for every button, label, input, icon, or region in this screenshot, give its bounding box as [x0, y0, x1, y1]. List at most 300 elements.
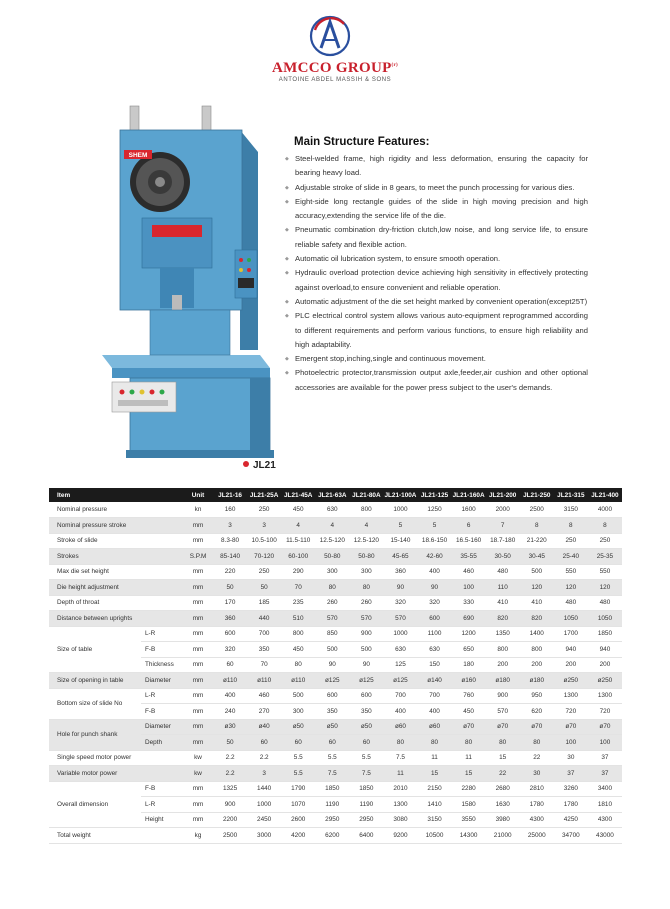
bullet-dot-icon	[243, 461, 249, 467]
table-cell: ø40	[247, 719, 281, 735]
table-cell: 100	[554, 735, 588, 751]
table-cell: 720	[554, 704, 588, 720]
table-cell: 37	[588, 750, 622, 766]
table-row	[49, 673, 622, 689]
table-cell: 1850	[315, 781, 349, 797]
table-cell: 1070	[281, 797, 315, 813]
table-cell: 80	[417, 735, 451, 751]
table-cell: 1780	[554, 797, 588, 813]
table-cell: 1000	[247, 797, 281, 813]
table-cell: 25000	[520, 828, 554, 844]
table-cell: 260	[349, 595, 383, 611]
row-unit: mm	[183, 518, 213, 534]
row-unit: mm	[183, 533, 213, 549]
row-sub-label: F-B	[141, 781, 183, 797]
table-cell: ø30	[213, 719, 247, 735]
table-cell: 43000	[588, 828, 622, 844]
table-cell: 3080	[383, 812, 417, 828]
row-sub-label	[141, 611, 183, 627]
row-sub-label: Diameter	[141, 719, 183, 735]
table-cell: 2150	[417, 781, 451, 797]
table-cell: 4250	[554, 812, 588, 828]
table-cell: 7.5	[315, 766, 349, 782]
table-cell: 16.5-160	[452, 533, 486, 549]
table-cell: 3150	[554, 502, 588, 518]
table-cell: 400	[417, 704, 451, 720]
table-cell: 320	[383, 595, 417, 611]
table-cell: ø110	[213, 673, 247, 689]
table-cell: 5.5	[315, 750, 349, 766]
table-cell: 5.5	[281, 766, 315, 782]
table-cell: 15	[452, 766, 486, 782]
table-cell: 220	[213, 564, 247, 580]
table-cell: 550	[554, 564, 588, 580]
table-cell: 80	[486, 735, 520, 751]
table-cell: 1190	[349, 797, 383, 813]
table-cell: 2500	[520, 502, 554, 518]
table-cell: ø50	[315, 719, 349, 735]
table-cell: 30-45	[520, 549, 554, 565]
table-cell: 4000	[588, 502, 622, 518]
row-sub-label	[141, 564, 183, 580]
table-cell: 18.7-180	[486, 533, 520, 549]
table-cell: 12.5-120	[349, 533, 383, 549]
table-cell: 7.5	[383, 750, 417, 766]
table-cell: 1300	[383, 797, 417, 813]
table-cell: 460	[247, 688, 281, 704]
specification-table	[49, 488, 622, 844]
table-cell: 235	[281, 595, 315, 611]
table-cell: 1250	[417, 502, 451, 518]
table-cell: 7	[486, 518, 520, 534]
table-cell: 60	[213, 657, 247, 673]
table-cell: 5	[417, 518, 451, 534]
table-cell: 630	[315, 502, 349, 518]
table-cell: 400	[417, 564, 451, 580]
table-cell: 480	[588, 595, 622, 611]
table-cell: 410	[486, 595, 520, 611]
table-cell: 37	[554, 766, 588, 782]
table-cell: 400	[213, 688, 247, 704]
table-row	[49, 533, 622, 549]
row-item-label: Strokes	[49, 549, 141, 565]
row-item-label: Bottom size of slide No	[49, 688, 141, 719]
table-cell: 60-100	[281, 549, 315, 565]
row-sub-label	[141, 750, 183, 766]
table-cell: ø160	[452, 673, 486, 689]
table-cell: 500	[315, 642, 349, 658]
row-item-label: Nominal pressure stroke	[49, 518, 141, 534]
table-cell: 120	[554, 580, 588, 596]
table-cell: 2810	[520, 781, 554, 797]
table-cell: 150	[417, 657, 451, 673]
row-item-label: Distance between uprights	[49, 611, 141, 627]
table-cell: 8	[554, 518, 588, 534]
table-cell: 460	[452, 564, 486, 580]
table-cell: 320	[213, 642, 247, 658]
table-row	[49, 626, 622, 642]
table-cell: 4	[281, 518, 315, 534]
table-cell: 2.2	[247, 750, 281, 766]
table-cell: 3	[213, 518, 247, 534]
feature-item: ◆ Pneumatic combination dry-friction clutch,low noise, and long service life, to ensure reliable safety and flexible action.	[285, 223, 588, 252]
table-row	[49, 688, 622, 704]
table-cell: 1325	[213, 781, 247, 797]
table-cell: 240	[213, 704, 247, 720]
table-cell: 1200	[452, 626, 486, 642]
table-cell: 270	[247, 704, 281, 720]
table-cell: 80	[281, 657, 315, 673]
table-cell: 5.5	[281, 750, 315, 766]
row-item-label: Nominal pressure	[49, 502, 141, 518]
table-cell: 2950	[315, 812, 349, 828]
table-cell: 900	[213, 797, 247, 813]
table-cell: 7.5	[349, 766, 383, 782]
table-cell: 6400	[349, 828, 383, 844]
table-cell: 30-50	[486, 549, 520, 565]
table-cell: 42-60	[417, 549, 451, 565]
table-cell: 290	[281, 564, 315, 580]
row-unit: mm	[183, 797, 213, 813]
table-cell: 1400	[520, 626, 554, 642]
row-item-label: Single speed motor power	[49, 750, 141, 766]
brand-plate-text: SHEM	[128, 152, 148, 159]
table-row	[49, 750, 622, 766]
table-cell: 11	[383, 766, 417, 782]
table-cell: 440	[247, 611, 281, 627]
table-cell: 80	[349, 580, 383, 596]
table-cell: 300	[349, 564, 383, 580]
row-unit: mm	[183, 642, 213, 658]
table-cell: 820	[486, 611, 520, 627]
table-cell: 800	[349, 502, 383, 518]
table-cell: 1850	[588, 626, 622, 642]
row-unit: mm	[183, 580, 213, 596]
table-cell: 1810	[588, 797, 622, 813]
table-cell: 120	[588, 580, 622, 596]
table-cell: 320	[417, 595, 451, 611]
table-cell: 8.3-80	[213, 533, 247, 549]
row-item-label: Total weight	[49, 828, 141, 844]
table-cell: 1050	[554, 611, 588, 627]
table-cell: ø50	[281, 719, 315, 735]
table-cell: 500	[349, 642, 383, 658]
table-row	[49, 611, 622, 627]
feature-item: ◆ Automatic adjustment of the die set height marked by convenient operation(except25T)	[285, 295, 588, 309]
table-row	[49, 580, 622, 596]
row-unit: mm	[183, 611, 213, 627]
table-cell: 360	[213, 611, 247, 627]
row-sub-label: L-R	[141, 688, 183, 704]
table-cell: 2.2	[213, 750, 247, 766]
table-cell: 60	[247, 735, 281, 751]
table-cell: 300	[315, 564, 349, 580]
header-model: JL21-125	[417, 488, 451, 502]
table-cell: ø125	[315, 673, 349, 689]
row-unit: mm	[183, 781, 213, 797]
table-cell: 8	[520, 518, 554, 534]
row-item-label: Depth of throat	[49, 595, 141, 611]
row-sub-label	[141, 595, 183, 611]
table-cell: 120	[520, 580, 554, 596]
table-row	[49, 502, 622, 518]
table-cell: 260	[315, 595, 349, 611]
table-cell: 2000	[486, 502, 520, 518]
table-cell: 25-35	[588, 549, 622, 565]
table-cell: 250	[554, 533, 588, 549]
table-cell: 1050	[588, 611, 622, 627]
table-cell: ø140	[417, 673, 451, 689]
feature-item: ◆ Eight-side long rectangle guides of the slide in high moving precision and high accuracy,extending the service life of the die.	[285, 195, 588, 224]
row-sub-label	[141, 549, 183, 565]
table-cell: 9200	[383, 828, 417, 844]
table-header-row	[49, 488, 622, 502]
table-cell: ø60	[383, 719, 417, 735]
table-cell: 700	[417, 688, 451, 704]
table-cell: 4300	[588, 812, 622, 828]
table-cell: 350	[247, 642, 281, 658]
table-cell: 11	[452, 750, 486, 766]
table-cell: 90	[315, 657, 349, 673]
table-cell: 350	[349, 704, 383, 720]
table-cell: 450	[281, 642, 315, 658]
table-cell: 360	[383, 564, 417, 580]
table-cell: 34700	[554, 828, 588, 844]
row-sub-label: F-B	[141, 704, 183, 720]
table-cell: 25-40	[554, 549, 588, 565]
table-cell: 330	[452, 595, 486, 611]
table-cell: 37	[588, 766, 622, 782]
table-cell: 1850	[349, 781, 383, 797]
table-cell: 630	[383, 642, 417, 658]
table-cell: 3150	[417, 812, 451, 828]
table-cell: 11.5-110	[281, 533, 315, 549]
table-cell: 2600	[281, 812, 315, 828]
table-cell: 4300	[520, 812, 554, 828]
row-item-label: Variable motor power	[49, 766, 141, 782]
table-cell: 2280	[452, 781, 486, 797]
table-cell: 2680	[486, 781, 520, 797]
table-cell: 1410	[417, 797, 451, 813]
table-cell: 940	[588, 642, 622, 658]
table-cell: 3	[247, 766, 281, 782]
table-cell: 3550	[452, 812, 486, 828]
feature-item: ◆ Emergent stop,inching,single and continuous movement.	[285, 352, 588, 366]
table-cell: 500	[281, 688, 315, 704]
header-model: JL21-25A	[247, 488, 281, 502]
table-cell: 30	[520, 766, 554, 782]
table-cell: ø250	[588, 673, 622, 689]
row-unit: mm	[183, 564, 213, 580]
table-row	[49, 781, 622, 797]
table-cell: 1630	[486, 797, 520, 813]
header-model: JL21-400	[588, 488, 622, 502]
table-cell: 12.5-120	[315, 533, 349, 549]
table-cell: 1580	[452, 797, 486, 813]
header-model: JL21-100A	[383, 488, 417, 502]
table-cell: 250	[247, 502, 281, 518]
table-row	[49, 719, 622, 735]
row-unit: mm	[183, 688, 213, 704]
table-cell: 180	[452, 657, 486, 673]
table-cell: 250	[247, 564, 281, 580]
table-cell: ø70	[588, 719, 622, 735]
table-cell: 60	[349, 735, 383, 751]
table-cell: 100	[588, 735, 622, 751]
table-cell: ø70	[520, 719, 554, 735]
table-cell: 300	[281, 704, 315, 720]
row-item-label: Die height adjustment	[49, 580, 141, 596]
table-cell: 200	[520, 657, 554, 673]
row-sub-label: Depth	[141, 735, 183, 751]
header-model: JL21-250	[520, 488, 554, 502]
table-cell: 3	[247, 518, 281, 534]
table-cell: ø180	[520, 673, 554, 689]
table-cell: 50	[213, 580, 247, 596]
table-cell: 900	[486, 688, 520, 704]
table-cell: 170	[213, 595, 247, 611]
table-cell: 35-55	[452, 549, 486, 565]
table-cell: 14300	[452, 828, 486, 844]
table-cell: 80	[383, 735, 417, 751]
table-cell: 2.2	[213, 766, 247, 782]
table-cell: 480	[486, 564, 520, 580]
row-sub-label	[141, 766, 183, 782]
header-model: JL21-200	[486, 488, 520, 502]
table-cell: 3400	[588, 781, 622, 797]
table-row	[49, 518, 622, 534]
table-cell: 50-80	[349, 549, 383, 565]
row-unit: kw	[183, 750, 213, 766]
header-model: JL21-80A	[349, 488, 383, 502]
table-cell: 80	[520, 735, 554, 751]
table-cell: 200	[554, 657, 588, 673]
table-cell: 5	[383, 518, 417, 534]
header-unit: Unit	[183, 488, 213, 502]
table-cell: 90	[383, 580, 417, 596]
table-cell: 450	[452, 704, 486, 720]
row-unit: mm	[183, 719, 213, 735]
table-cell: 800	[486, 642, 520, 658]
row-unit: mm	[183, 657, 213, 673]
table-cell: 21-220	[520, 533, 554, 549]
table-cell: 690	[452, 611, 486, 627]
table-cell: 60	[315, 735, 349, 751]
table-cell: 1600	[452, 502, 486, 518]
table-cell: ø180	[486, 673, 520, 689]
table-cell: 940	[554, 642, 588, 658]
table-cell: 820	[520, 611, 554, 627]
table-cell: 4200	[281, 828, 315, 844]
row-unit: kn	[183, 502, 213, 518]
company-name: AMCCO GROUP$^{(r)}$	[272, 60, 398, 76]
features-title: Main Structure Features:	[294, 136, 430, 148]
table-cell: 10.5-100	[247, 533, 281, 549]
row-item-label: Overall dimension	[49, 781, 141, 828]
table-cell: 4	[315, 518, 349, 534]
table-cell: 600	[349, 688, 383, 704]
row-unit: mm	[183, 735, 213, 751]
table-cell: 6	[452, 518, 486, 534]
table-cell: 22	[520, 750, 554, 766]
table-cell: 600	[315, 688, 349, 704]
table-cell: 1300	[588, 688, 622, 704]
row-sub-label: Height	[141, 812, 183, 828]
table-cell: 800	[520, 642, 554, 658]
table-row	[49, 766, 622, 782]
table-cell: ø250	[554, 673, 588, 689]
table-cell: 570	[383, 611, 417, 627]
table-cell: ø70	[452, 719, 486, 735]
table-cell: 900	[349, 626, 383, 642]
table-cell: 15	[417, 766, 451, 782]
table-row	[49, 828, 622, 844]
company-logo	[0, 8, 670, 88]
table-cell: 90	[417, 580, 451, 596]
table-cell: 70	[281, 580, 315, 596]
row-item-label: Hole for punch shank	[49, 719, 141, 750]
power-press-illustration	[90, 100, 280, 460]
header-model: JL21-63A	[315, 488, 349, 502]
table-cell: 450	[281, 502, 315, 518]
table-cell: 650	[452, 642, 486, 658]
table-cell: ø110	[247, 673, 281, 689]
table-cell: 410	[520, 595, 554, 611]
table-cell: 850	[315, 626, 349, 642]
row-unit: kg	[183, 828, 213, 844]
table-cell: 3000	[247, 828, 281, 844]
table-cell: 2950	[349, 812, 383, 828]
table-cell: 50	[213, 735, 247, 751]
table-cell: ø70	[486, 719, 520, 735]
table-cell: 200	[486, 657, 520, 673]
table-cell: 30	[554, 750, 588, 766]
table-cell: 185	[247, 595, 281, 611]
table-cell: 125	[383, 657, 417, 673]
table-cell: 3260	[554, 781, 588, 797]
table-cell: 110	[486, 580, 520, 596]
table-cell: 50-80	[315, 549, 349, 565]
features-section	[285, 136, 588, 395]
company-subtitle: ANTOINE ABDEL MASSIH & SONS	[278, 77, 392, 83]
table-cell: 22	[486, 766, 520, 782]
row-sub-label: Diameter	[141, 673, 183, 689]
table-cell: 15	[486, 750, 520, 766]
table-cell: 21000	[486, 828, 520, 844]
row-unit: mm	[183, 704, 213, 720]
row-item-label: Stroke of slide	[49, 533, 141, 549]
row-unit: S.P.M	[183, 549, 213, 565]
table-cell: ø60	[417, 719, 451, 735]
header-item: Item	[49, 488, 183, 502]
table-cell: ø50	[349, 719, 383, 735]
row-item-label: Size of table	[49, 626, 141, 673]
table-cell: 60	[281, 735, 315, 751]
table-cell: 45-65	[383, 549, 417, 565]
row-item-label: Max die set height	[49, 564, 141, 580]
header-model: JL21-16	[213, 488, 247, 502]
table-cell: 620	[520, 704, 554, 720]
row-sub-label	[141, 828, 183, 844]
table-cell: 2500	[213, 828, 247, 844]
table-cell: 950	[520, 688, 554, 704]
table-cell: 200	[588, 657, 622, 673]
table-cell: 11	[417, 750, 451, 766]
table-cell: 50	[247, 580, 281, 596]
machine-model-label: JL21	[243, 460, 276, 471]
table-cell: 700	[383, 688, 417, 704]
features-list	[285, 152, 588, 395]
